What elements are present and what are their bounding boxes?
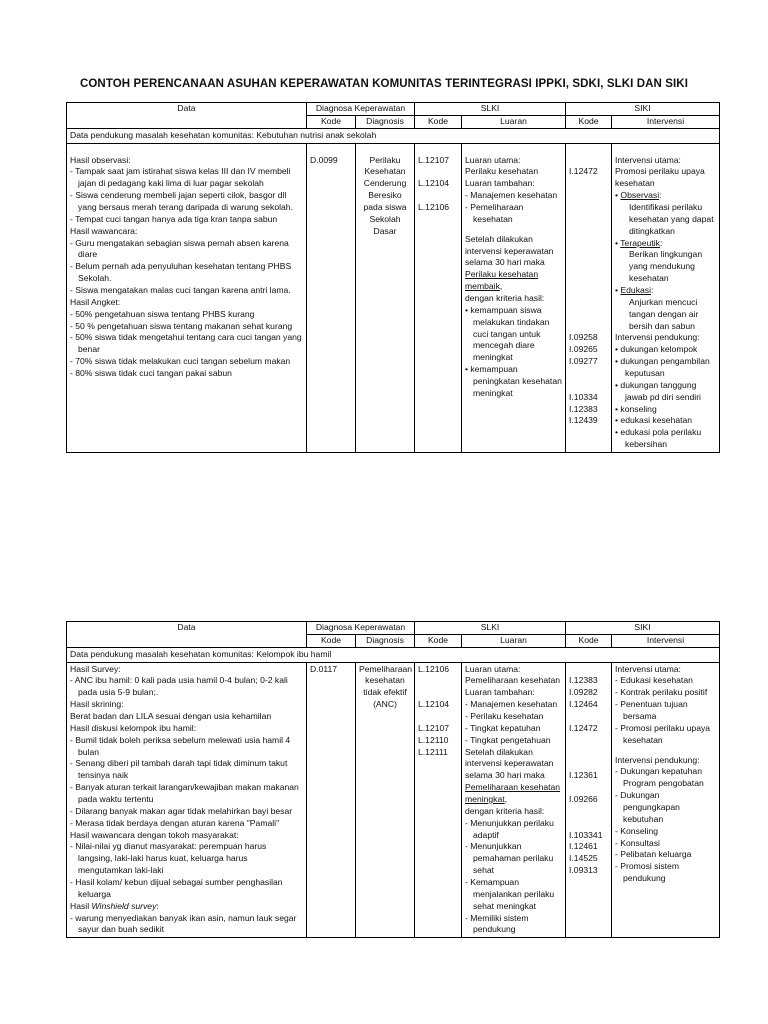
text-line: Intervensi pendukung: (615, 754, 700, 765)
code-line (569, 806, 608, 818)
text-line: Setelah dilakukan intervensi keperawatan selama 30 hari maka (465, 746, 554, 781)
text-line: - Promosi perilaku upaya kesehatan (615, 722, 711, 745)
text-line: - Siswa mengatakan malas cuci tangan karena antri lama. (70, 285, 291, 296)
header-dx-diagnosis: Diagnosis (356, 115, 415, 128)
text-line: Luaran utama: (465, 663, 521, 674)
text-line: Hasil wawancara dengan tokoh masyarakat: (70, 829, 239, 840)
text-line: • Terapeutik: (615, 237, 663, 248)
text-line: - Merasa tidak berdaya dengan aturan karena "Pamali" (70, 817, 280, 828)
text-line: • dukungan tanggung jawab pd diri sendiri (615, 379, 701, 402)
text-line: dengan kriteria hasil: (465, 805, 545, 816)
text-line: - Kemampuan menjalankan perilaku sehat meningkat (465, 877, 555, 911)
code-line: I.12472 (569, 166, 598, 177)
text-line: - Siswa cenderung membeli jajan seperti cilok, basgor dll yang bersaus merah terang daripada di warung sekolah. (70, 190, 293, 213)
code-line (569, 261, 608, 273)
text-line: Hasil Winshield survey: (70, 900, 159, 911)
text-line: - Senang diberi pil tambah darah tapi tidak diminum takut tensinya naik (70, 758, 288, 781)
section-row (67, 128, 720, 143)
code-line (569, 735, 608, 747)
text-line: - Banyak aturan terkait larangan/kewajiban makan makanan pada waktu tertentu (70, 782, 299, 805)
header-data: Data (67, 103, 307, 129)
header-siki-kode: Kode (566, 634, 612, 647)
code-line: I.12383 (569, 675, 598, 686)
header-siki-intervensi: Intervensi (612, 634, 720, 647)
document-title: CONTOH PERENCANAAN ASUHAN KEPERAWATAN KOMUNITAS TERINTEGRASI IPPKI, SDKI, SLKI DAN SIKI (79, 78, 688, 90)
dx-kode: D.0117 (310, 663, 338, 674)
header-row-1 (67, 103, 720, 116)
text-line: - Dilarang banyak makan agar tidak melahirkan bayi besar (70, 805, 293, 816)
header-dx-kode: Kode (307, 634, 356, 647)
text-line: dengan kriteria hasil: (465, 293, 545, 304)
header-dx-kode: Kode (307, 115, 356, 128)
dx-kode-cell (307, 662, 356, 938)
code-line (569, 297, 608, 309)
text-line: - Pemeliharaan kesehatan (465, 202, 524, 224)
text-line: - Konsultasi (615, 837, 660, 848)
code-line (569, 273, 608, 285)
header-slki-luaran: Luaran (462, 115, 566, 128)
header-slki-kode: Kode (415, 634, 462, 647)
text-line: - Edukasi kesehatan (615, 675, 693, 686)
code-line (418, 711, 458, 723)
code-line (569, 178, 608, 190)
text-line (465, 226, 562, 234)
text-line: Anjurkan mencuci tangan dengan air bersih dan sabun (629, 296, 699, 331)
text-line: Hasil observasi: (70, 154, 131, 165)
text-line: - 50 % pengetahuan siswa tentang makanan sehat kurang (70, 320, 293, 331)
text-line: - Dukungan kepatuhan Program pengobatan (615, 766, 704, 789)
text-line: Berikan lingkungan yang mendukung kesehatan (629, 249, 703, 284)
code-line: I.09266 (569, 794, 598, 805)
text-line: - Menunjukkan pemahaman perilaku sehat (465, 841, 554, 876)
code-line (569, 368, 608, 380)
text-line: - Konseling (615, 825, 659, 836)
code-line: I.09277 (569, 356, 598, 367)
code-line: I.14525 (569, 853, 598, 864)
text-line: Setelah dilakukan intervensi keperawatan selama 30 hari maka Perilaku kesehatan membaik, (465, 233, 554, 292)
code-line: L.12111 (418, 746, 448, 757)
code-line: I.12439 (569, 415, 598, 426)
text-line: - warung menyediakan banyak ikan asin, namun lauk segar sayur dan buah sedikit (70, 912, 297, 935)
header-slki: SLKI (415, 103, 566, 116)
text-line: Luaran utama: (465, 154, 521, 165)
section-row (67, 647, 720, 662)
text-line: - Tingkat pengetahuan (465, 734, 551, 745)
code-line: I.09258 (569, 332, 598, 343)
header-slki-kode: Kode (415, 115, 462, 128)
text-line: • dukungan pengambilan keputusan (615, 356, 710, 379)
text-line: - Guru mengatakan sebagian siswa pernah absen karena diare (70, 237, 289, 260)
code-line: I.12361 (569, 770, 598, 781)
code-line (569, 238, 608, 250)
code-line: I.10334 (569, 391, 598, 402)
code-line (569, 321, 608, 333)
text-line: - Memiliki sistem pendukung (465, 912, 529, 935)
code-line: I.103341 (569, 829, 603, 840)
care-plan-table-school (66, 102, 720, 453)
header-dx-diagnosis: Diagnosis (356, 634, 415, 647)
code-line (569, 226, 608, 238)
code-line (569, 214, 608, 226)
text-line: - Dukungan pengungkapan kebutuhan (615, 790, 680, 824)
code-line (418, 675, 458, 687)
dx-diagnosis: Perilaku Kesehatan Cenderung Beresiko pada siswa Sekolah Dasar (363, 154, 407, 236)
dx-diagnosis: Pemeliharaan kesehatan tidak efektif (ANC) (359, 663, 413, 710)
text-line: Hasil skrining: (70, 699, 124, 710)
code-line: I.12461 (569, 841, 598, 852)
siki-intervensi-cell (612, 143, 720, 452)
text-line: - Belum pernah ada penyuluhan kesehatan tentang PHBS Sekolah. (70, 261, 292, 284)
text-line: • Edukasi: (615, 285, 654, 296)
text-line: - Manajemen kesehatan (465, 699, 558, 710)
text-line: Intervensi pendukung: (615, 332, 700, 343)
text-line: Promosi perilaku upaya kesehatan (615, 166, 705, 189)
code-line (418, 687, 458, 699)
header-siki-kode: Kode (566, 115, 612, 128)
text-line (615, 747, 716, 755)
text-line: - Tampak saat jam istirahat siswa kelas III dan IV membeli jajan di pedagang kaki lima di luar pagar sekolah (70, 166, 291, 189)
text-line: Berat badan dan LILA sesuai dengan usia kehamilan (70, 711, 272, 722)
text-line: - Manajemen kesehatan (465, 190, 558, 201)
header-slki: SLKI (415, 622, 566, 635)
code-line: L.12107 (418, 154, 450, 165)
slki-kode-cell (415, 662, 462, 938)
text-line: Pemeliharaan kesehatan (465, 675, 561, 686)
code-line (569, 818, 608, 830)
section-label: Data pendukung masalah kesehatan komunitas: Kelompok ibu hamil (67, 647, 720, 662)
code-line: I.09265 (569, 344, 598, 355)
code-line (569, 202, 608, 214)
content-row (67, 662, 720, 938)
code-line (569, 758, 608, 770)
text-line: - Penentuan tujuan bersama (615, 699, 688, 722)
text-line: Luaran tambahan: (465, 178, 535, 189)
code-line: L.12107 (418, 722, 450, 733)
text-line: - Nilai-nilai yg dianut masyarakat: perempuan harus langsing, laki-laki harus kuat, keluarga harus mengutamkan laki-laki (70, 841, 267, 876)
section-label: Data pendukung masalah kesehatan komunitas: Kebutuhan nutrisi anak sekolah (67, 128, 720, 143)
text-line: Hasil Survey: (70, 663, 121, 674)
slki-kode-cell (415, 143, 462, 452)
text-line: Perilaku kesehatan (465, 166, 539, 177)
text-line: - Promosi sistem pendukung (615, 861, 679, 884)
code-line (569, 190, 608, 202)
text-line: - Perilaku kesehatan (465, 711, 544, 722)
code-line: I.12472 (569, 722, 598, 733)
code-line (569, 309, 608, 321)
text-line: - 50% siswa tidak mengetahui tentang cara cuci tangan yang benar (70, 332, 302, 355)
dx-diagnosis-cell (356, 143, 415, 452)
code-line: L.12106 (418, 202, 450, 213)
code-line: L.12104 (418, 178, 450, 189)
siki-kode-cell (566, 143, 612, 452)
text-line: Pemeliharaan kesehatan meningkat, (465, 782, 561, 805)
code-line: I.09282 (569, 687, 598, 698)
code-line (569, 664, 608, 676)
dx-diagnosis-cell (356, 662, 415, 938)
code-line (569, 747, 608, 759)
code-line (569, 782, 608, 794)
code-line (418, 190, 458, 202)
text-line: - Tempat cuci tangan hanya ada tiga kran tanpa sabun (70, 213, 278, 224)
text-line: • kemampuan siswa melakukan tindakan cuci tangan untuk mencegah diare meningkat (465, 304, 550, 363)
code-line (569, 380, 608, 392)
code-line (569, 285, 608, 297)
code-line (569, 155, 608, 167)
text-line: - Menunjukkan perilaku adaptif (465, 817, 554, 840)
header-diagnosa: Diagnosa Keperawatan (307, 103, 415, 116)
text-line: - 50% pengetahuan siswa tentang PHBS kurang (70, 308, 255, 319)
code-line: L.12104 (418, 699, 450, 710)
text-line: - Tingkat kepatuhan (465, 722, 541, 733)
text-line: Hasil Angket: (70, 296, 121, 307)
text-line: - 80% siswa tidak cuci tangan pakai sabun (70, 368, 232, 379)
text-line: • kemampuan peningkatan kesehatan meningkat (465, 364, 562, 398)
siki-intervensi-cell (612, 662, 720, 938)
header-siki: SIKI (566, 103, 720, 116)
text-line: Intervensi utama: (615, 154, 681, 165)
text-line: Hasil diskusi kelompok ibu hamil: (70, 722, 197, 733)
data-cell (67, 143, 307, 452)
code-line (569, 249, 608, 261)
text-line: Identifikasi perilaku kesehatan yang dapat ditingkatkan (629, 202, 714, 236)
siki-kode-cell (566, 662, 612, 938)
text-line: - Hasil kolam/ kebun dijual sebagai sumber penghasilan keluarga (70, 877, 283, 899)
text-line: • konseling (615, 403, 657, 414)
text-line: - Kontrak perilaku positif (615, 687, 708, 698)
header-siki-intervensi: Intervensi (612, 115, 720, 128)
code-line: L.12110 (418, 734, 449, 745)
text-line: • dukungan kelompok (615, 344, 698, 355)
data-cell (67, 662, 307, 938)
text-line: • Observasi: (615, 190, 662, 201)
text-line: - 70% siswa tidak melakukan cuci tangan sebelum makan (70, 356, 291, 367)
text-line: Luaran tambahan: (465, 687, 535, 698)
text-line: - Pelibatan keluarga (615, 849, 692, 860)
header-row-1 (67, 622, 720, 635)
slki-luaran-cell (462, 662, 566, 938)
header-diagnosa: Diagnosa Keperawatan (307, 622, 415, 635)
text-line: Hasil wawancara: (70, 225, 138, 236)
header-data: Data (67, 622, 307, 648)
dx-kode: D.0099 (310, 154, 338, 165)
slki-luaran-cell (462, 143, 566, 452)
dx-kode-cell (307, 143, 356, 452)
text-line: • edukasi kesehatan (615, 415, 693, 426)
header-slki-luaran: Luaran (462, 634, 566, 647)
text-line: Intervensi utama: (615, 663, 681, 674)
text-line: - ANC ibu hamil: 0 kali pada usia hamil 0-4 bulan; 0-2 kali pada usia 5-9 bulan;. (70, 675, 288, 698)
header-siki: SIKI (566, 622, 720, 635)
text-line: • edukasi pola perilaku kebersihan (615, 427, 702, 450)
content-row (67, 143, 720, 452)
code-line (418, 166, 458, 178)
care-plan-table-pregnant (66, 621, 720, 938)
code-line: I.12464 (569, 699, 598, 710)
code-line: I.09313 (569, 865, 598, 876)
code-line: L.12106 (418, 663, 450, 674)
code-line (569, 711, 608, 723)
code-line: I.12383 (569, 403, 598, 414)
text-line: - Bumil tidak boleh periksa sebelum melewati usia hamil 4 bulan (70, 734, 291, 757)
